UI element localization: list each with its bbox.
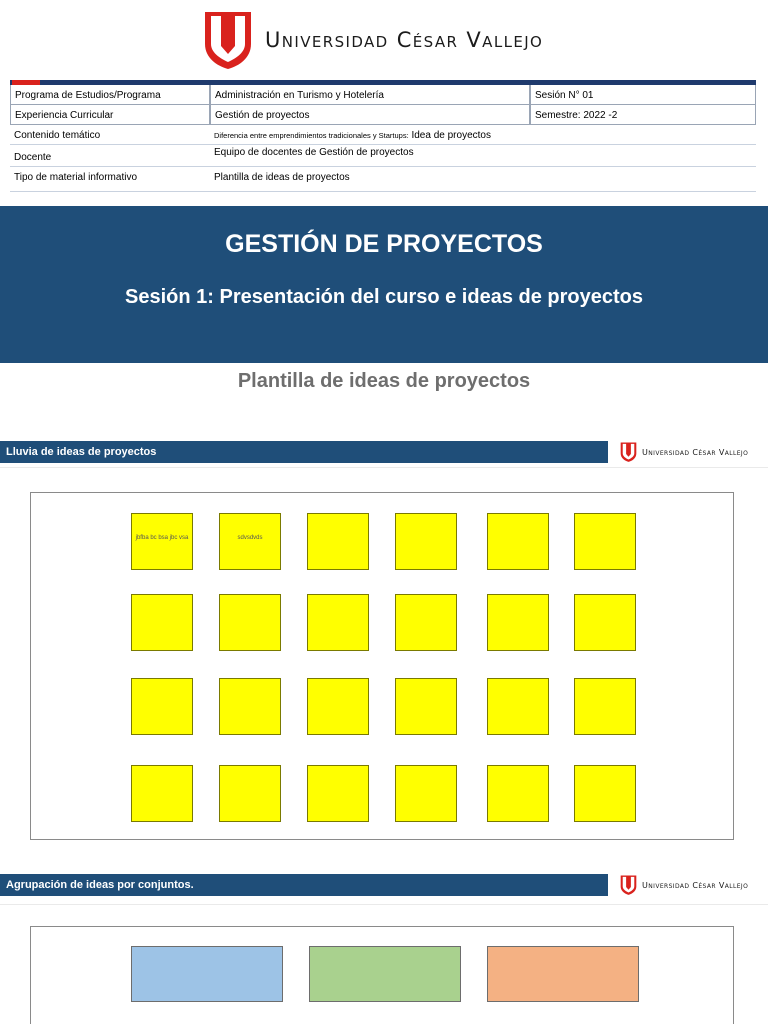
topic-description: Diferencia entre emprendimientos tradicionales y Startups: (214, 131, 409, 140)
sticky-note[interactable] (487, 765, 549, 822)
section-logo (620, 441, 748, 463)
university-shield-icon (203, 10, 253, 70)
sticky-note[interactable] (395, 513, 457, 570)
sticky-note[interactable] (574, 678, 636, 735)
university-logo (203, 10, 543, 70)
sticky-note[interactable] (219, 678, 281, 735)
table-row (10, 85, 756, 105)
section-logo-text: Universidad César Vallejo (642, 880, 749, 890)
table-row (10, 105, 756, 125)
sticky-note[interactable] (574, 513, 636, 570)
sticky-note[interactable] (395, 594, 457, 651)
sticky-note[interactable]: jbfbа bc bsa jbc vsa (131, 513, 193, 570)
sticky-note[interactable] (574, 765, 636, 822)
table-row (10, 125, 756, 145)
sticky-note[interactable] (574, 594, 636, 651)
table-row (10, 167, 756, 192)
sticky-note[interactable] (131, 765, 193, 822)
sticky-note[interactable]: sdvsdvds (219, 513, 281, 570)
course-title: GESTIÓN DE PROYECTOS (225, 230, 543, 258)
row-value (210, 125, 756, 145)
divider (0, 904, 768, 905)
grouping-section-header: Agrupación de ideas por conjuntos. (0, 874, 608, 896)
idea-group-orange[interactable] (487, 946, 639, 1002)
brainstorm-section-header: Lluvia de ideas de proyectos (0, 441, 608, 463)
sticky-note[interactable] (219, 594, 281, 651)
university-name (265, 28, 543, 52)
row-label: Programa de Estudios/Programa (10, 85, 210, 105)
divider (0, 467, 768, 468)
sticky-note[interactable] (487, 594, 549, 651)
idea-group-blue[interactable] (131, 946, 283, 1002)
session-title: Sesión 1: Presentación del curso e ideas de proyectos (125, 286, 643, 308)
row-value: Administración en Turismo y Hotelería (210, 85, 530, 105)
sticky-note[interactable] (487, 513, 549, 570)
course-banner (0, 206, 768, 363)
sticky-note[interactable] (307, 513, 369, 570)
row-label: Docente (10, 145, 210, 167)
section-logo-text: Universidad César Vallejo (642, 447, 749, 457)
page-title: Plantilla de ideas de proyectos (237, 370, 531, 392)
sticky-note[interactable] (131, 594, 193, 651)
row-label: Tipo de material informativo (10, 167, 210, 192)
university-name-word-3: Vallejo (466, 28, 544, 52)
row-value: Equipo de docentes de Gestión de proyectos (210, 145, 756, 167)
university-name-word-2: César (396, 28, 459, 52)
sticky-note[interactable] (307, 765, 369, 822)
sticky-note[interactable] (487, 678, 549, 735)
university-shield-icon (620, 441, 637, 463)
idea-group-green[interactable] (309, 946, 461, 1002)
sticky-note[interactable] (307, 594, 369, 651)
university-name-word-1: Universidad (265, 28, 389, 52)
brainstorm-board (30, 492, 734, 840)
topic-name: Idea de proyectos (411, 130, 491, 141)
sticky-note[interactable] (131, 678, 193, 735)
row-value: Plantilla de ideas de proyectos (210, 167, 756, 192)
row-value: Gestión de proyectos (210, 105, 530, 125)
semester: Semestre: 2022 -2 (530, 105, 756, 125)
section-logo (620, 874, 748, 896)
row-label: Contenido temático (10, 125, 210, 145)
sticky-note[interactable] (307, 678, 369, 735)
table-row (10, 145, 756, 167)
sticky-note[interactable] (395, 765, 457, 822)
sticky-note[interactable] (395, 678, 457, 735)
session-number: Sesión N° 01 (530, 85, 756, 105)
row-label: Experiencia Curricular (10, 105, 210, 125)
course-info-table (10, 80, 756, 192)
university-shield-icon (620, 874, 637, 896)
sticky-note[interactable] (219, 765, 281, 822)
